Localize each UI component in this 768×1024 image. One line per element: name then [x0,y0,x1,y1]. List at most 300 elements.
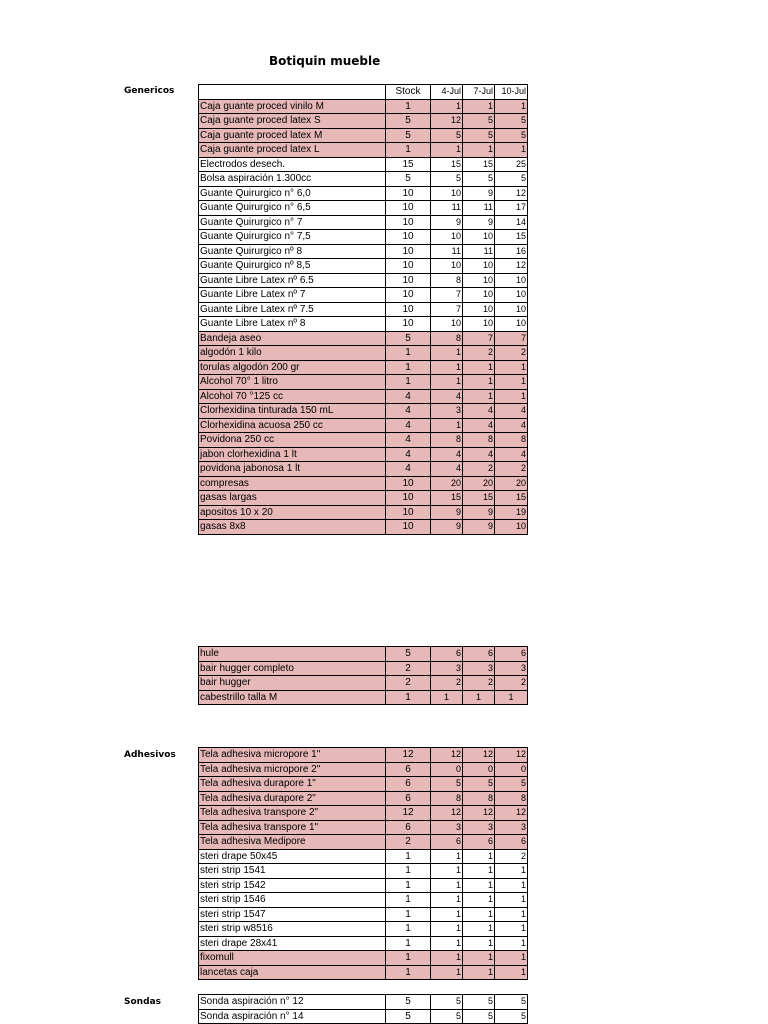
cell-date-1[interactable]: 0 [431,762,463,777]
cell-stock[interactable]: 2 [386,835,431,850]
table-row [199,864,528,879]
cell-date-2[interactable]: 11 [463,201,495,216]
cell-item[interactable]: povidona jabonosa 1 lt [199,462,386,477]
cell-date-3[interactable]: 0 [495,762,528,777]
cell-date-2[interactable]: 15 [463,491,495,506]
cell-date-2[interactable]: 1 [463,375,495,390]
cell-stock[interactable]: 10 [386,244,431,259]
cell-item[interactable]: Sonda aspiración n° 12 [199,995,386,1010]
cell-date-2[interactable]: 8 [463,791,495,806]
cell-date-1[interactable]: 3 [431,820,463,835]
cell-date-1[interactable]: 1 [431,907,463,922]
header-cell-date-1[interactable]: 4-Jul [431,85,463,100]
cell-stock[interactable]: 1 [386,864,431,879]
cell-stock[interactable]: 5 [386,647,431,662]
cell-date-1[interactable]: 2 [431,676,463,691]
cell-date-1[interactable]: 12 [431,748,463,763]
cell-stock[interactable]: 10 [386,273,431,288]
cell-stock[interactable]: 6 [386,791,431,806]
cell-date-1[interactable]: 9 [431,520,463,535]
cell-stock[interactable]: 4 [386,462,431,477]
cell-date-3[interactable]: 2 [495,676,528,691]
cell-date-2[interactable]: 10 [463,230,495,245]
cell-item[interactable]: steri drape 28x41 [199,936,386,951]
cell-date-2[interactable]: 5 [463,1009,495,1024]
cell-date-1[interactable]: 1 [431,936,463,951]
cell-date-3[interactable]: 1 [495,99,528,114]
cell-item[interactable]: Sonda aspiración n° 14 [199,1009,386,1024]
cell-date-1[interactable]: 4 [431,389,463,404]
cell-item[interactable]: Guante Libre Latex nº 7 [199,288,386,303]
cell-stock[interactable]: 1 [386,893,431,908]
cell-date-2[interactable]: 10 [463,273,495,288]
cell-date-3[interactable]: 10 [495,273,528,288]
cell-date-1[interactable]: 1 [431,864,463,879]
cell-stock[interactable]: 1 [386,878,431,893]
table-row [199,936,528,951]
table-row [199,331,528,346]
cell-date-3[interactable]: 5 [495,114,528,129]
header-cell-item[interactable] [199,85,386,100]
cell-date-3[interactable]: 12 [495,748,528,763]
cell-item[interactable]: Alcohol 70 °125 cc [199,389,386,404]
table-row [199,389,528,404]
table-row [199,777,528,792]
cell-date-3[interactable]: 4 [495,447,528,462]
table-row [199,186,528,201]
cell-date-3[interactable]: 12 [495,259,528,274]
cell-item[interactable]: steri drape 50x45 [199,849,386,864]
cell-date-2[interactable]: 1 [463,893,495,908]
cell-date-1[interactable]: 1 [431,99,463,114]
cell-stock[interactable]: 5 [386,128,431,143]
cell-item[interactable]: Guante Libre Latex nº 7.5 [199,302,386,317]
cell-date-3[interactable]: 1 [495,375,528,390]
cell-stock[interactable]: 10 [386,259,431,274]
cell-date-1[interactable]: 7 [431,288,463,303]
cell-date-1[interactable]: 5 [431,128,463,143]
cell-stock[interactable]: 4 [386,447,431,462]
cell-date-2[interactable]: 5 [463,777,495,792]
cell-stock[interactable]: 5 [386,331,431,346]
header-row [199,85,528,100]
cell-date-2[interactable]: 9 [463,186,495,201]
cell-item[interactable]: Tela adhesiva micropore 1" [199,748,386,763]
table-row [199,690,528,705]
cell-item[interactable]: Guante Quirurgico n° 6,0 [199,186,386,201]
cell-date-3[interactable]: 10 [495,302,528,317]
cell-item[interactable]: lancetas caja [199,965,386,980]
cell-date-2[interactable]: 8 [463,433,495,448]
cell-item[interactable]: gasas 8x8 [199,520,386,535]
cell-date-1[interactable]: 11 [431,201,463,216]
cell-date-2[interactable]: 9 [463,505,495,520]
cell-item[interactable]: torulas algodón 200 gr [199,360,386,375]
table-row [199,762,528,777]
cell-date-2[interactable]: 9 [463,215,495,230]
cell-date-2[interactable]: 10 [463,259,495,274]
cell-date-3[interactable]: 8 [495,791,528,806]
section-label-adhesivos: Adhesivos [124,750,176,760]
cell-item[interactable]: Caja guante proced latex L [199,143,386,158]
cell-item[interactable]: steri strip 1542 [199,878,386,893]
cell-date-1[interactable]: 1 [431,922,463,937]
cell-date-1[interactable]: 10 [431,259,463,274]
cell-date-3[interactable]: 1 [495,936,528,951]
cell-date-3[interactable]: 16 [495,244,528,259]
cell-item[interactable]: Tela adhesiva transpore 1" [199,820,386,835]
cell-stock[interactable]: 4 [386,404,431,419]
cell-stock[interactable]: 1 [386,936,431,951]
cell-date-3[interactable]: 19 [495,505,528,520]
cell-date-1[interactable]: 5 [431,172,463,187]
cell-stock[interactable]: 15 [386,157,431,172]
cell-date-2[interactable]: 1 [463,849,495,864]
cell-item[interactable]: steri strip 1541 [199,864,386,879]
cell-date-2[interactable]: 4 [463,418,495,433]
cell-date-1[interactable]: 4 [431,462,463,477]
cell-date-3[interactable]: 1 [495,893,528,908]
cell-item[interactable]: Tela adhesiva transpore 2" [199,806,386,821]
cell-date-2[interactable]: 1 [463,907,495,922]
cell-stock[interactable]: 10 [386,476,431,491]
table-row [199,302,528,317]
cell-item[interactable]: Caja guante proced latex M [199,128,386,143]
cell-date-3[interactable]: 7 [495,331,528,346]
cell-stock[interactable]: 10 [386,215,431,230]
cell-date-2[interactable]: 1 [463,360,495,375]
cell-item[interactable]: jabon clorhexidina 1 lt [199,447,386,462]
cell-date-3[interactable]: 12 [495,186,528,201]
cell-item[interactable]: Caja guante proced latex S [199,114,386,129]
cell-stock[interactable]: 10 [386,186,431,201]
cell-date-3[interactable]: 5 [495,777,528,792]
cell-date-1[interactable]: 12 [431,114,463,129]
cell-date-1[interactable]: 9 [431,505,463,520]
cell-date-1[interactable]: 8 [431,331,463,346]
cell-date-2[interactable]: 11 [463,244,495,259]
cell-stock[interactable]: 10 [386,230,431,245]
cell-date-3[interactable]: 14 [495,215,528,230]
cell-date-2[interactable]: 20 [463,476,495,491]
table-row [199,244,528,259]
cell-date-3[interactable]: 4 [495,404,528,419]
table-row [199,259,528,274]
cell-date-2[interactable]: 1 [463,389,495,404]
header-cell-date-2[interactable]: 7-Jul [463,85,495,100]
cell-date-3[interactable]: 1 [495,951,528,966]
cell-date-2[interactable]: 3 [463,820,495,835]
table-misc [198,646,528,705]
cell-item[interactable]: bair hugger completo [199,661,386,676]
cell-stock[interactable]: 10 [386,520,431,535]
cell-item[interactable]: hule [199,647,386,662]
table-genericos [198,84,528,535]
cell-date-2[interactable]: 1 [463,878,495,893]
cell-stock[interactable]: 1 [386,922,431,937]
section-label-sondas: Sondas [124,997,161,1007]
cell-stock[interactable]: 6 [386,762,431,777]
cell-date-3[interactable]: 3 [495,820,528,835]
cell-date-1[interactable]: 6 [431,835,463,850]
cell-date-3[interactable]: 1 [495,878,528,893]
cell-date-1[interactable]: 15 [431,157,463,172]
cell-date-1[interactable]: 4 [431,447,463,462]
cell-item[interactable]: Guante Libre Latex nº 8 [199,317,386,332]
cell-item[interactable]: steri strip 1547 [199,907,386,922]
cell-stock[interactable]: 1 [386,375,431,390]
table-row [199,317,528,332]
cell-stock[interactable]: 5 [386,172,431,187]
cell-date-1[interactable]: 20 [431,476,463,491]
cell-item[interactable]: Povidona 250 cc [199,433,386,448]
cell-item[interactable]: Tela adhesiva micropore 2" [199,762,386,777]
table-row [199,820,528,835]
cell-date-3[interactable]: 10 [495,288,528,303]
cell-date-2[interactable]: 10 [463,288,495,303]
cell-date-1[interactable]: 1 [431,951,463,966]
cell-date-3[interactable]: 25 [495,157,528,172]
cell-date-3[interactable]: 3 [495,661,528,676]
cell-item[interactable]: compresas [199,476,386,491]
cell-date-3[interactable]: 1 [495,143,528,158]
cell-stock[interactable]: 2 [386,676,431,691]
cell-date-1[interactable]: 8 [431,273,463,288]
cell-date-3[interactable]: 5 [495,172,528,187]
cell-date-3[interactable]: 5 [495,1009,528,1024]
cell-date-2[interactable]: 1 [463,922,495,937]
cell-date-2[interactable]: 1 [463,99,495,114]
cell-stock[interactable]: 1 [386,690,431,705]
cell-date-1[interactable]: 12 [431,806,463,821]
cell-stock[interactable]: 6 [386,820,431,835]
cell-item[interactable]: algodón 1 kilo [199,346,386,361]
cell-date-1[interactable]: 1 [431,346,463,361]
cell-item[interactable]: Alcohol 70° 1 litro [199,375,386,390]
cell-date-3[interactable]: 6 [495,647,528,662]
table-row [199,922,528,937]
table-row [199,375,528,390]
cell-date-1[interactable]: 1 [431,849,463,864]
cell-date-2[interactable]: 10 [463,317,495,332]
cell-item[interactable]: cabestrillo talla M [199,690,386,705]
cell-date-1[interactable]: 6 [431,647,463,662]
cell-stock[interactable]: 4 [386,418,431,433]
cell-date-3[interactable]: 10 [495,317,528,332]
cell-stock[interactable]: 4 [386,433,431,448]
cell-date-2[interactable]: 9 [463,520,495,535]
cell-date-1[interactable]: 5 [431,1009,463,1024]
cell-date-3[interactable]: 1 [495,965,528,980]
cell-date-1[interactable]: 3 [431,404,463,419]
cell-date-2[interactable]: 7 [463,331,495,346]
cell-date-1[interactable]: 1 [431,143,463,158]
table-row [199,143,528,158]
cell-date-3[interactable]: 2 [495,346,528,361]
table-row [199,99,528,114]
cell-date-2[interactable]: 10 [463,302,495,317]
cell-date-3[interactable]: 2 [495,849,528,864]
cell-stock[interactable]: 2 [386,661,431,676]
cell-date-3[interactable]: 5 [495,995,528,1010]
cell-date-2[interactable]: 2 [463,676,495,691]
cell-item[interactable]: steri strip 1546 [199,893,386,908]
cell-item[interactable]: Electrodos desech. [199,157,386,172]
cell-stock[interactable]: 10 [386,288,431,303]
cell-stock[interactable]: 1 [386,346,431,361]
cell-date-1[interactable]: 1 [431,418,463,433]
cell-date-2[interactable]: 4 [463,447,495,462]
cell-date-3[interactable]: 1 [495,922,528,937]
cell-date-2[interactable]: 4 [463,404,495,419]
cell-item[interactable]: Tela adhesiva durapore 2" [199,791,386,806]
cell-date-2[interactable]: 12 [463,748,495,763]
cell-date-1[interactable]: 8 [431,791,463,806]
cell-date-1[interactable]: 1 [431,360,463,375]
cell-date-3[interactable]: 1 [495,690,528,705]
cell-date-3[interactable]: 17 [495,201,528,216]
cell-stock[interactable]: 1 [386,907,431,922]
cell-stock[interactable]: 1 [386,143,431,158]
cell-date-1[interactable]: 5 [431,777,463,792]
cell-date-1[interactable]: 1 [431,375,463,390]
cell-date-2[interactable]: 6 [463,835,495,850]
cell-item[interactable]: Guante Quirurgico n° 7 [199,215,386,230]
header-cell-date-3[interactable]: 10-Jul [495,85,528,100]
table-row [199,995,528,1010]
cell-date-1[interactable]: 10 [431,186,463,201]
cell-date-1[interactable]: 15 [431,491,463,506]
cell-stock[interactable]: 10 [386,201,431,216]
cell-stock[interactable]: 5 [386,995,431,1010]
cell-date-3[interactable]: 15 [495,230,528,245]
table-row [199,201,528,216]
cell-date-2[interactable]: 5 [463,172,495,187]
cell-stock[interactable]: 10 [386,491,431,506]
cell-date-1[interactable]: 1 [431,965,463,980]
cell-date-3[interactable]: 4 [495,418,528,433]
cell-date-2[interactable]: 3 [463,661,495,676]
cell-item[interactable]: Guante Quirurgico n° 6,5 [199,201,386,216]
cell-item[interactable]: Clorhexidina tinturada 150 mL [199,404,386,419]
cell-item[interactable]: Guante Libre Latex nº 6.5 [199,273,386,288]
cell-stock[interactable]: 1 [386,849,431,864]
table-row [199,491,528,506]
table-adhesivos [198,747,528,980]
cell-item[interactable]: fixomull [199,951,386,966]
cell-date-2[interactable]: 5 [463,128,495,143]
cell-stock[interactable]: 1 [386,965,431,980]
cell-date-2[interactable]: 1 [463,690,495,705]
cell-stock[interactable]: 12 [386,806,431,821]
cell-date-1[interactable]: 8 [431,433,463,448]
cell-date-1[interactable]: 1 [431,878,463,893]
cell-date-2[interactable]: 1 [463,951,495,966]
cell-date-2[interactable]: 1 [463,936,495,951]
table-row [199,288,528,303]
cell-date-1[interactable]: 9 [431,215,463,230]
cell-date-3[interactable]: 15 [495,491,528,506]
cell-date-3[interactable]: 10 [495,520,528,535]
table-row [199,893,528,908]
cell-date-1[interactable]: 1 [431,690,463,705]
table-row [199,661,528,676]
cell-stock[interactable]: 10 [386,505,431,520]
cell-date-2[interactable]: 0 [463,762,495,777]
table-row [199,360,528,375]
table-row [199,273,528,288]
cell-date-3[interactable]: 1 [495,389,528,404]
cell-item[interactable]: Bandeja aseo [199,331,386,346]
table-row [199,433,528,448]
cell-date-3[interactable]: 5 [495,128,528,143]
header-cell-stock[interactable]: Stock [386,85,431,100]
table-row [199,418,528,433]
cell-item[interactable]: bair hugger [199,676,386,691]
cell-item[interactable]: Guante Quirurgico n° 7,5 [199,230,386,245]
cell-date-2[interactable]: 5 [463,995,495,1010]
cell-item[interactable]: Guante Quirurgico nº 8,5 [199,259,386,274]
cell-item[interactable]: Bolsa aspiración 1.300cc [199,172,386,187]
cell-date-1[interactable]: 10 [431,317,463,332]
cell-date-3[interactable]: 1 [495,360,528,375]
cell-date-3[interactable]: 12 [495,806,528,821]
cell-date-3[interactable]: 6 [495,835,528,850]
cell-date-2[interactable]: 5 [463,114,495,129]
cell-date-2[interactable]: 6 [463,647,495,662]
cell-stock[interactable]: 5 [386,114,431,129]
cell-stock[interactable]: 1 [386,360,431,375]
cell-stock[interactable]: 6 [386,777,431,792]
cell-date-3[interactable]: 20 [495,476,528,491]
cell-stock[interactable]: 1 [386,951,431,966]
cell-date-2[interactable]: 12 [463,806,495,821]
cell-item[interactable]: Clorhexidina acuosa 250 cc [199,418,386,433]
cell-date-3[interactable]: 1 [495,907,528,922]
cell-item[interactable]: steri strip w8516 [199,922,386,937]
cell-date-3[interactable]: 2 [495,462,528,477]
cell-date-2[interactable]: 1 [463,864,495,879]
cell-stock[interactable]: 12 [386,748,431,763]
cell-item[interactable]: Tela adhesiva durapore 1" [199,777,386,792]
cell-date-2[interactable]: 1 [463,143,495,158]
cell-date-2[interactable]: 15 [463,157,495,172]
cell-date-1[interactable]: 5 [431,995,463,1010]
cell-stock[interactable]: 4 [386,389,431,404]
cell-date-3[interactable]: 8 [495,433,528,448]
cell-date-2[interactable]: 1 [463,965,495,980]
cell-item[interactable]: Guante Quirurgico nº 8 [199,244,386,259]
cell-date-2[interactable]: 2 [463,462,495,477]
cell-date-1[interactable]: 10 [431,230,463,245]
cell-item[interactable]: apositos 10 x 20 [199,505,386,520]
cell-stock[interactable]: 5 [386,1009,431,1024]
cell-date-2[interactable]: 2 [463,346,495,361]
cell-date-1[interactable]: 11 [431,244,463,259]
cell-date-1[interactable]: 3 [431,661,463,676]
cell-date-3[interactable]: 1 [495,864,528,879]
cell-item[interactable]: Tela adhesiva Medipore [199,835,386,850]
cell-stock[interactable]: 10 [386,317,431,332]
cell-stock[interactable]: 1 [386,99,431,114]
table-row [199,404,528,419]
cell-item[interactable]: gasas largas [199,491,386,506]
cell-item[interactable]: Caja guante proced vinilo M [199,99,386,114]
cell-stock[interactable]: 10 [386,302,431,317]
cell-date-1[interactable]: 1 [431,893,463,908]
cell-date-1[interactable]: 7 [431,302,463,317]
table-row [199,128,528,143]
